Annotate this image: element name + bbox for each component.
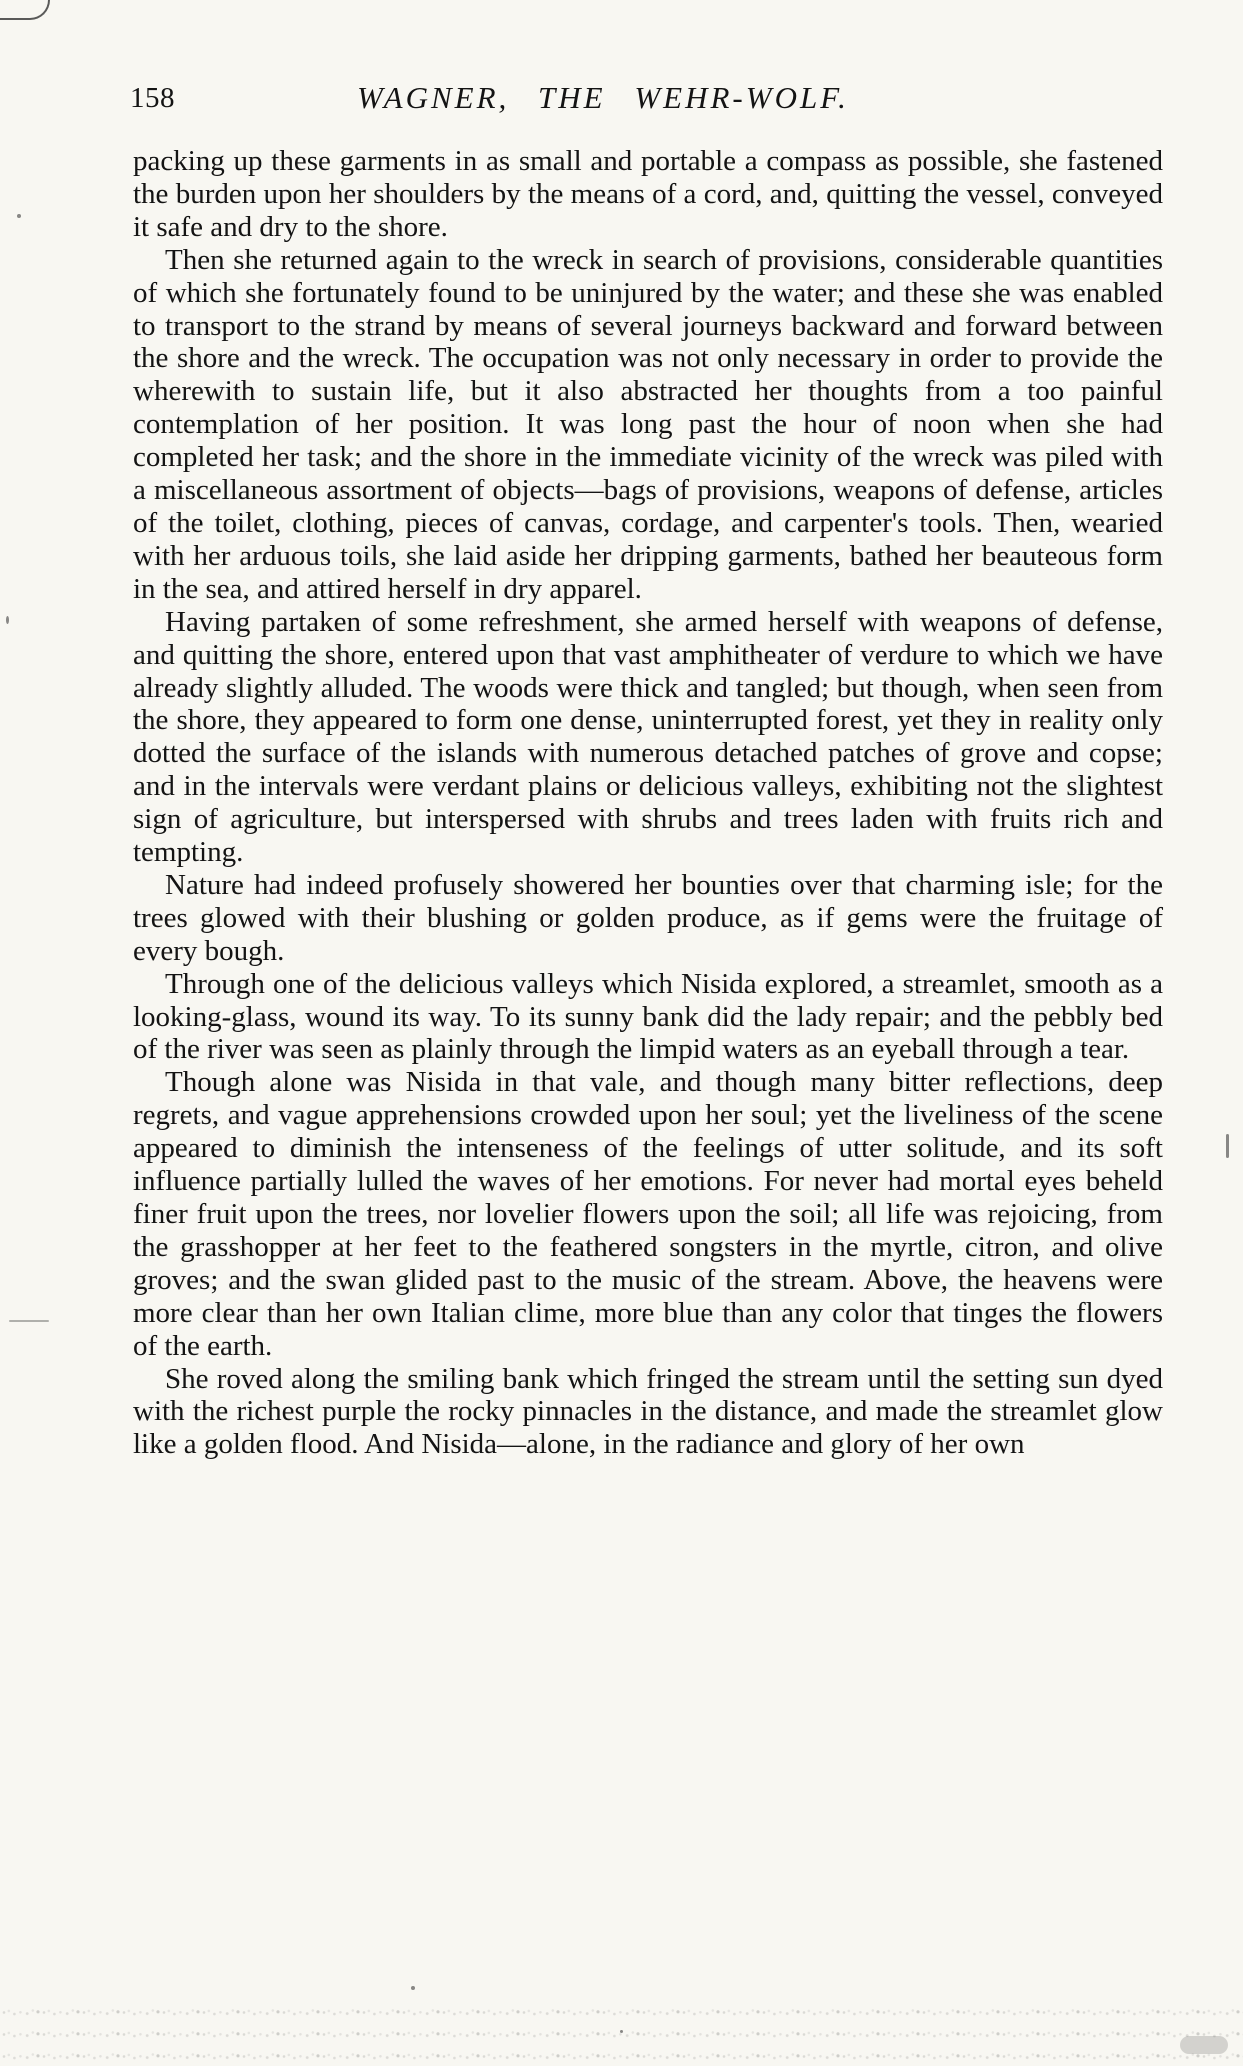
scan-speck bbox=[6, 616, 9, 624]
paragraph-5: Through one of the delicious valleys which Nisida explored, a streamlet, smooth as a looking-glass, wound its way. To its sunny bank did the lady repair; and the pebbly bed of the river was seen as plainly through the limpid waters as an eyeball through a tear. bbox=[133, 967, 1163, 1066]
paragraph-2: Then she returned again to the wreck in search of provisions, considerable quantities of which she fortunately found to be uninjured by the water; and these she was enabled to transport to the strand by means of several journeys backward and forward between the shore and the wreck. The occupation was not only necessary in order to provide the wherewith to sustain life, but it also abstracted her thoughts from a too painful contemplation of her position. It was long past the hour of noon when she had completed her task; and the shore in the immediate vicinity of the wreck was piled with a miscellaneous assortment of objects—bags of provisions, weapons of defense, articles of the toilet, clothing, pieces of canvas, cordage, and carpenter's tools. Then, wearied with her arduous toils, she laid aside her dripping garments, bathed her beauteous form in the sea, and attired herself in dry apparel. bbox=[133, 243, 1163, 605]
running-head: WAGNER, THE WEHR-WOLF. bbox=[357, 80, 849, 115]
page-body bbox=[133, 145, 1163, 1461]
scan-speck bbox=[1226, 1134, 1229, 1158]
paragraph-7: She roved along the smiling bank which fringed the stream until the setting sun dyed with the richest purple the rocky pinnacles in the distance, and made the streamlet glow like a golden flood. And Nisida—alone, in the radiance and glory of her own bbox=[133, 1362, 1163, 1461]
paragraph-1: packing up these garments in as small and portable a compass as possible, she fastened the burden upon her shoulders by the means of a cord, and, quitting the vessel, conveyed it safe and dry to the shore. bbox=[133, 145, 1163, 243]
paragraph-4: Nature had indeed profusely showered her bounties over that charming isle; for the trees glowed with their blushing or golden produce, as if gems were the fruitage of every bough. bbox=[133, 868, 1163, 967]
page-corner-mark bbox=[0, 0, 50, 20]
scan-edge-noise bbox=[0, 1996, 1243, 2066]
paragraph-3: Having partaken of some refreshment, she armed herself with weapons of defense, and quitting the shore, entered upon that vast amphitheater of verdure to which we have already slightly alluded. The woods were thick and tangled; but though, when seen from the shore, they appeared to form one dense, uninterrupted forest, yet they in reality only dotted the surface of the islands with numerous detached patches of grove and copse; and in the intervals were verdant plains or delicious valleys, exhibiting not the slightest sign of agriculture, but interspersed with shrubs and trees laden with fruits rich and tempting. bbox=[133, 605, 1163, 869]
page-header bbox=[130, 74, 1130, 122]
scan-speck bbox=[411, 1986, 415, 1990]
scan-speck bbox=[17, 214, 21, 218]
paragraph-6: Though alone was Nisida in that vale, and though many bitter reflections, deep regrets, and vague apprehensions crowded upon her soul; yet the liveliness of the scene appeared to diminish the intenseness of the feelings of utter solitude, and its soft influence partially lulled the waves of her emotions. For never had mortal eyes beheld finer fruit upon the trees, nor lovelier flowers upon the soil; all life was rejoicing, from the grasshopper at her feet to the feathered songsters in the myrtle, citron, and olive groves; and the swan glided past to the music of the stream. Above, the heavens were more clear than her own Italian clime, more blue than any color that tinges the flowers of the earth. bbox=[133, 1066, 1163, 1362]
page-number: 158 bbox=[130, 82, 175, 114]
scan-speck bbox=[9, 1320, 49, 1322]
